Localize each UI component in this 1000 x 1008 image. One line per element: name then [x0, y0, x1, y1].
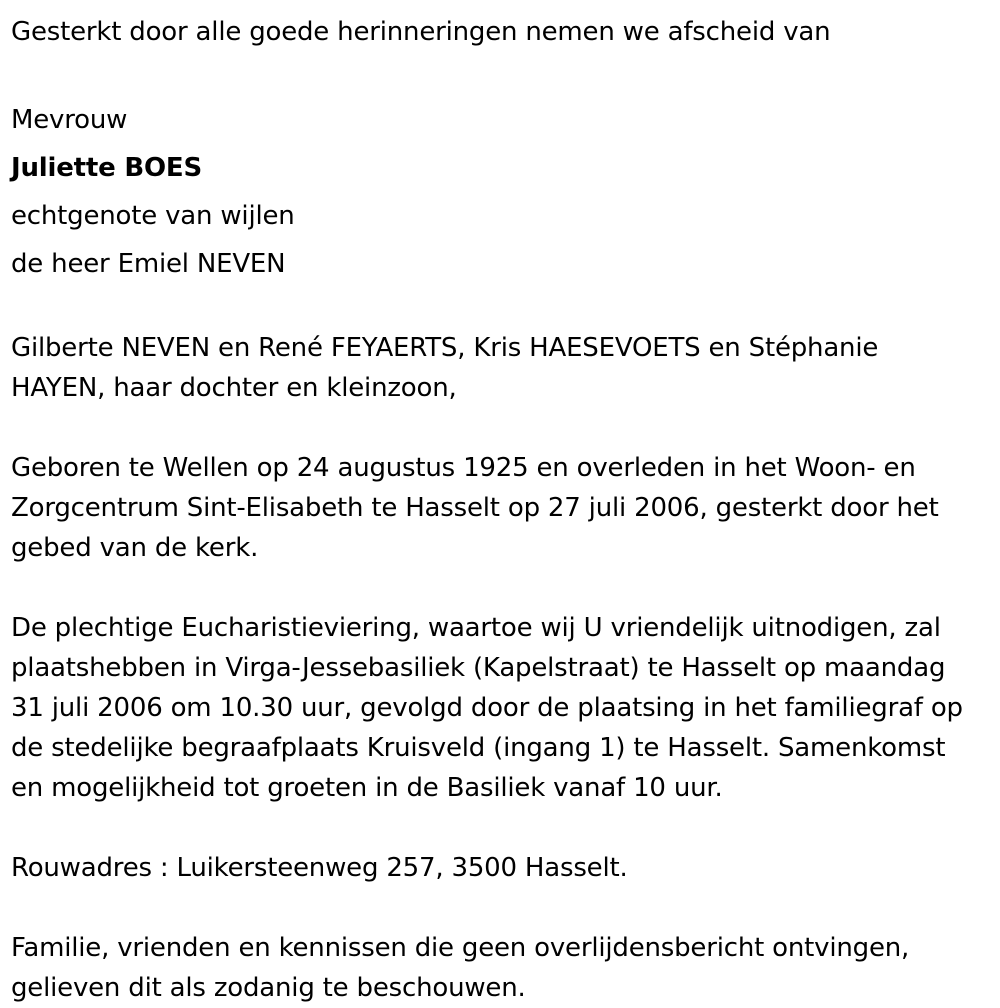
- family-paragraph: [11, 328, 996, 408]
- ceremony-line: plaatshebben in Virga-Jessebasiliek (Kapelstraat) te Hasselt op maandag: [11, 653, 946, 683]
- relation-line-1: echtgenote van wijlen: [11, 201, 295, 231]
- spacer: [11, 568, 996, 608]
- ceremony-line: 31 juli 2006 om 10.30 uur, gevolgd door de plaatsing in het familiegraf op: [11, 693, 963, 723]
- birth-death-line: Zorgcentrum Sint-Elisabeth te Hasselt op 27 juli 2006, gesterkt door het: [11, 493, 939, 523]
- ceremony-paragraph: [11, 608, 996, 808]
- address-paragraph: [11, 848, 996, 888]
- obituary-notice: [11, 8, 996, 1008]
- birth-death-line: Geboren te Wellen op 24 augustus 1925 en overleden in het Woon- en: [11, 453, 916, 483]
- address-line: Rouwadres : Luikersteenweg 257, 3500 Hasselt.: [11, 853, 628, 883]
- birth-death-paragraph: [11, 448, 996, 568]
- ceremony-line: en mogelijkheid tot groeten in de Basiliek vanaf 10 uur.: [11, 773, 723, 803]
- relation-line-2: de heer Emiel NEVEN: [11, 249, 286, 279]
- ceremony-line: De plechtige Eucharistieviering, waartoe wij U vriendelijk uitnodigen, zal: [11, 613, 941, 643]
- family-line: HAYEN, haar dochter en kleinzoon,: [11, 373, 457, 403]
- closing-paragraph: [11, 928, 996, 1008]
- closing-line: Familie, vrienden en kennissen die geen overlijdensbericht ontvingen,: [11, 933, 910, 963]
- birth-death-line: gebed van de kerk.: [11, 533, 259, 563]
- spacer: [11, 56, 996, 96]
- title-text: Mevrouw: [11, 105, 128, 135]
- deceased-name: Juliette BOES: [11, 153, 202, 183]
- spacer: [11, 888, 996, 928]
- closing-line: gelieven dit als zodanig te beschouwen.: [11, 973, 526, 1003]
- family-line: Gilberte NEVEN en René FEYAERTS, Kris HAESEVOETS en Stéphanie: [11, 333, 879, 363]
- spacer: [11, 288, 996, 328]
- intro-text: Gesterkt door alle goede herinneringen nemen we afscheid van: [11, 17, 831, 47]
- spacer: [11, 808, 996, 848]
- spacer: [11, 408, 996, 448]
- ceremony-line: de stedelijke begraafplaats Kruisveld (ingang 1) te Hasselt. Samenkomst: [11, 733, 946, 763]
